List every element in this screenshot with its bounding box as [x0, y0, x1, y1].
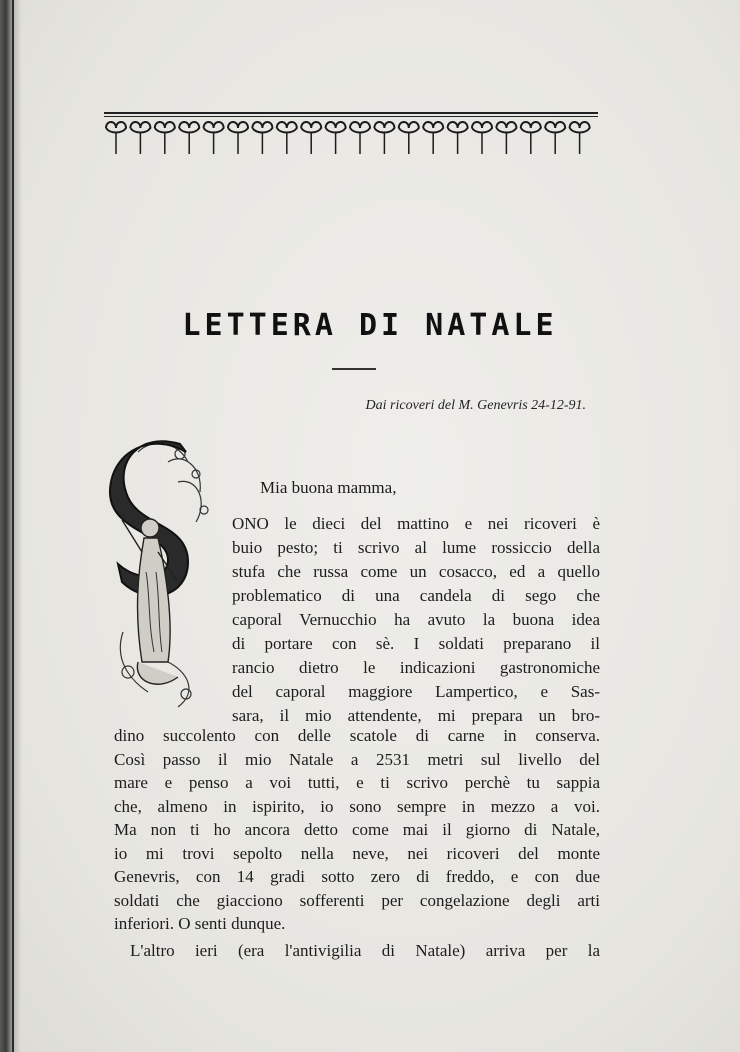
- text-line: inferiori. O senti dunque.: [114, 914, 286, 933]
- text-line: soldati che giacciono sofferenti per congelazione degli arti: [114, 890, 600, 910]
- text-line: io mi trovi sepolto nella neve, nei ricoveri del monte: [114, 843, 600, 863]
- text-line: dino succolento con delle scatole di carne in conserva.: [114, 726, 600, 745]
- text-line: problematico di una candela di sego che: [232, 586, 600, 605]
- letter-dateline: Dai ricoveri del M. Genevris 24-12-91.: [365, 398, 586, 413]
- text-line: sara, il mio attendente, mi prepara un bro-: [232, 706, 600, 725]
- text-line: rancio dietro le indicazioni gastronomiche: [232, 658, 600, 677]
- text-line: che, almeno in ispirito, io sono sempre in mezzo a voi.: [114, 796, 600, 816]
- text-line: mare e penso a voi tutti, e ti scrivo perchè tu sappia: [114, 773, 600, 792]
- letter-salutation: Mia buona mamma,: [260, 478, 397, 497]
- text-line: Genevris, con 14 gradi sotto zero di freddo, e con due: [114, 867, 600, 886]
- text-line: Così passo il mio Natale a 2531 metri sul livello del: [114, 749, 600, 769]
- text-line: di portare con sè. I soldati preparano il: [232, 634, 600, 653]
- text-line: buio pesto; ti scrivo al lume rossiccio della: [232, 538, 600, 557]
- text-line: caporal Vernucchio ha avuto la buona idea: [232, 610, 600, 629]
- decorative-header-border: [104, 110, 598, 158]
- title-underline-divider: [332, 368, 376, 370]
- text-line: L'altro ieri (era l'antivigilia di Natale) arriva per la: [130, 940, 600, 960]
- text-line: del caporal maggiore Lampertico, e Sas-: [232, 682, 600, 701]
- text-line: Ma non ti ho ancora detto come mai il giorno di Natale,: [114, 820, 600, 839]
- page-title: LETTERA DI NATALE: [182, 308, 558, 343]
- text-line: stufa che russa come un cosacco, ed a quello: [232, 562, 600, 581]
- book-binding-edge: [0, 0, 22, 1052]
- text-line: ONO le dieci del mattino e nei ricoveri è: [232, 514, 600, 533]
- illuminated-drop-cap-s: [108, 432, 218, 722]
